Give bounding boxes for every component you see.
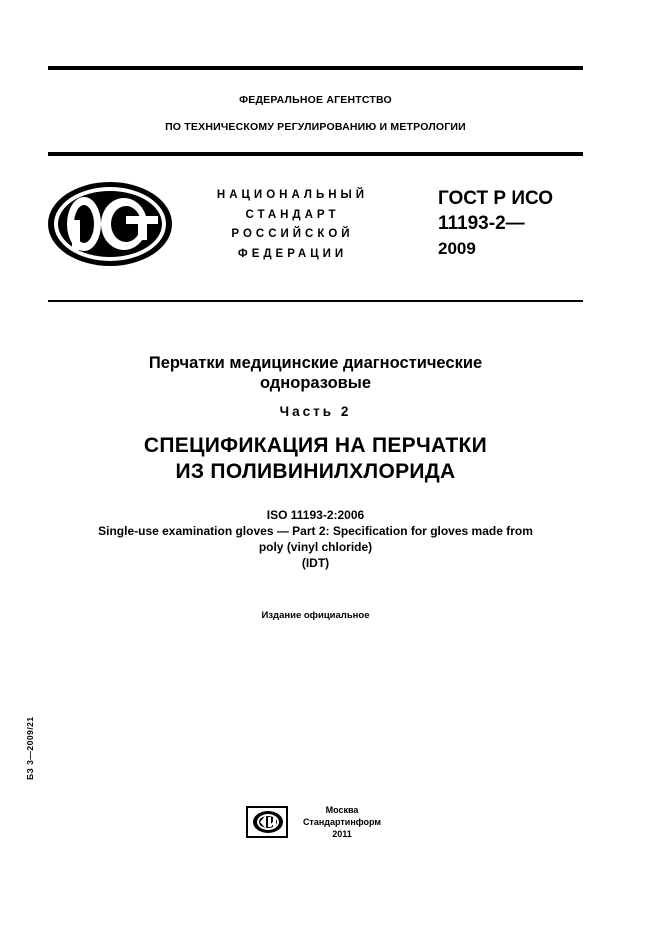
side-code: БЗ 3—2009/21	[25, 716, 35, 780]
national-standard-line: ФЕДЕРАЦИИ	[237, 247, 348, 260]
edition-label: Издание официальное	[261, 610, 370, 621]
national-standard-line: СТАНДАРТ	[245, 208, 340, 221]
agency-name-line1: ФЕДЕРАЛЬНОЕ АГЕНТСТВО	[239, 94, 392, 106]
document-subtitle	[48, 433, 583, 485]
top-rule	[48, 66, 583, 70]
iso-reference	[48, 507, 583, 571]
publisher-city: Москва	[325, 805, 359, 815]
logo-section-rule	[48, 300, 583, 302]
subtitle-line2: ИЗ ПОЛИВИНИЛХЛОРИДА	[175, 460, 456, 483]
title-line2: одноразовые	[259, 374, 372, 392]
subtitle-line1: СПЕЦИФИКАЦИЯ НА ПЕРЧАТКИ	[143, 434, 488, 457]
national-standard-label	[200, 186, 385, 264]
designation-line2: 11193-2—	[438, 213, 525, 234]
standartinform-logo-icon	[246, 806, 288, 838]
publisher-year: 2011	[332, 829, 352, 839]
part-label: Часть 2	[279, 404, 352, 419]
designation-line1: ГОСТ Р ИСО	[438, 188, 554, 209]
agency-name-line2: ПО ТЕХНИЧЕСКОМУ РЕГУЛИРОВАНИЮ И МЕТРОЛОГИИ	[165, 121, 466, 133]
document-title	[48, 353, 583, 393]
designation-line3: 2009	[438, 239, 476, 258]
national-standard-line: РОССИЙСКОЙ	[231, 228, 354, 240]
title-line1: Перчатки медицинские диагностические	[148, 354, 483, 372]
iso-degree: (IDT)	[301, 556, 330, 570]
rst-logo-icon	[46, 180, 174, 268]
iso-number: ISO 11193-2:2006	[266, 508, 365, 522]
iso-title-line1: Single-use examination gloves — Part 2: Specification for gloves made from	[98, 524, 533, 538]
standard-designation	[438, 186, 553, 261]
publisher-name: Стандартинформ	[302, 817, 382, 827]
publisher-info	[292, 804, 392, 840]
national-standard-line: НАЦИОНАЛЬНЫЙ	[216, 189, 369, 201]
header-rule	[48, 152, 583, 156]
iso-title-line2: poly (vinyl chloride)	[258, 540, 373, 554]
